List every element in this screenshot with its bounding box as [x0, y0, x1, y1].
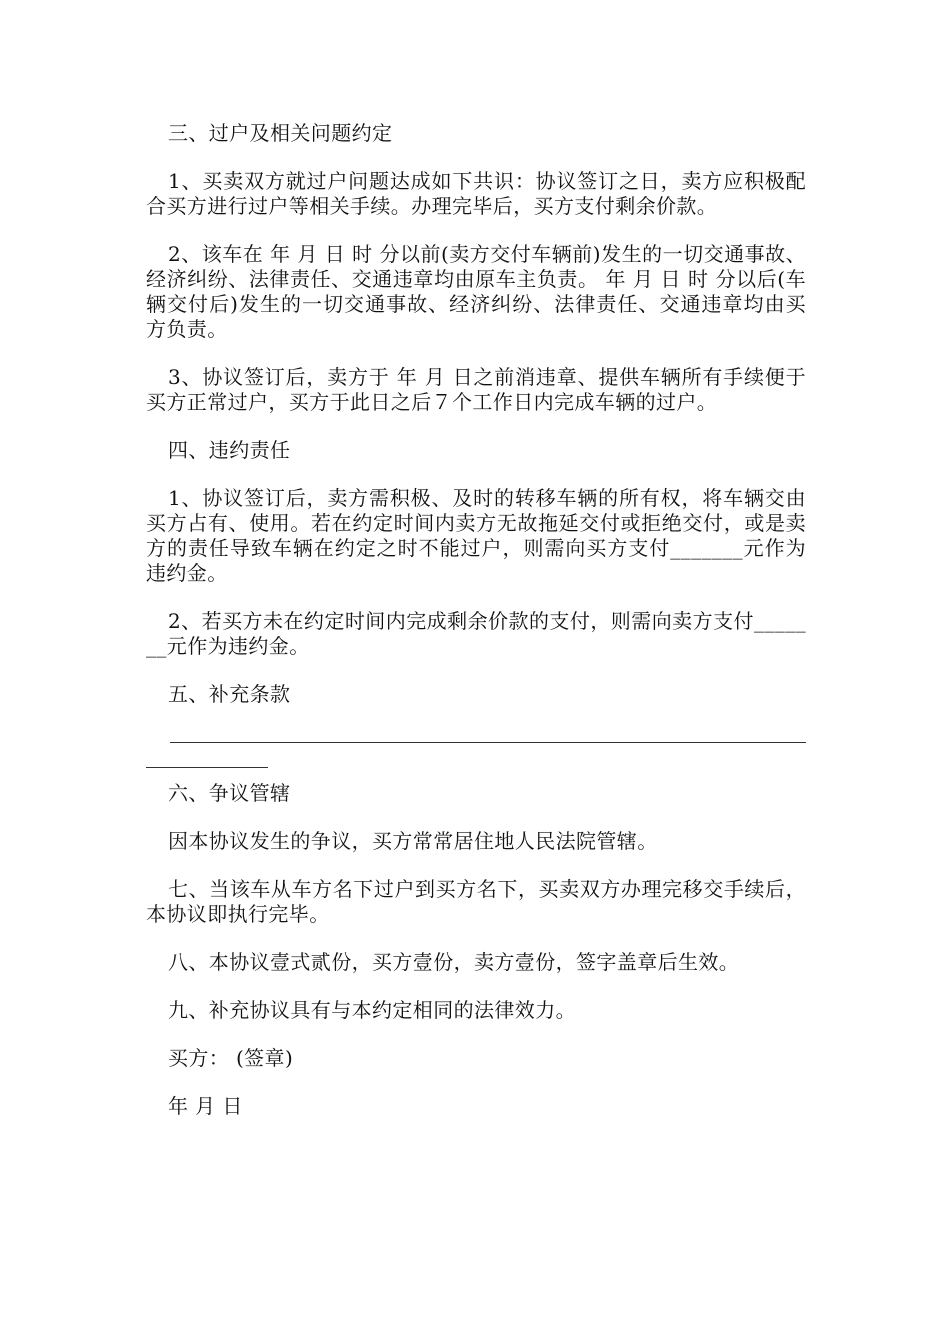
buyer-signature-line: 买方： (签章): [168, 1046, 294, 1070]
clause-transfer-1: 1、买卖双方就过户问题达成如下共识：协议签订之日，卖方应积极配合买方进行过户等相关手续。办理完毕后，买方支付剩余价款。: [146, 169, 806, 218]
clause-completion: 七、当该车从车方名下过户到买方名下，买卖双方办理完移交手续后，本协议即执行完毕。: [146, 877, 806, 926]
clause-breach-2: 2、若买方未在约定时间内完成剩余价款的支付，则需向卖方支付_______元作为违约金。: [146, 609, 806, 658]
supplement-blank-line: [146, 707, 806, 767]
date-line: 年 月 日: [168, 1094, 243, 1118]
clause-transfer-2: 2、该车在 年 月 日 时 分以前(卖方交付车辆前)发生的一切交通事故、经济纠纷、法律责任、交通违章均由原车主负责。 年 月 日 时 分以后(车辆交付后)发生的一切交通事故、经济纠纷、法律责任、交通违章均由买方负责。: [146, 242, 806, 341]
blank-underline-continued: [146, 767, 268, 768]
clause-transfer-3: 3、协议签订后，卖方于 年 月 日之前消违章、提供车辆所有手续便于买方正常过户，买方于此日之后７个工作日内完成车辆的过户。: [146, 365, 806, 414]
section-heading-supplement: 五、补充条款: [168, 682, 291, 706]
clause-copies: 八、本协议壹式贰份，买方壹份，卖方壹份，签字盖章后生效。: [168, 950, 740, 974]
section-heading-transfer: 三、过户及相关问题约定: [168, 121, 393, 145]
clause-jurisdiction: 因本协议发生的争议，买方常常居住地人民法院管辖。: [168, 829, 658, 853]
section-heading-breach: 四、违约责任: [168, 438, 291, 462]
clause-breach-1: 1、协议签订后，卖方需积极、及时的转移车辆的所有权，将车辆交由买方占有、使用。若在约定时间内卖方无故拖延交付或拒绝交付，或是卖方的责任导致车辆在约定之时不能过户，则需向买方支付_______元作为违约金。: [146, 486, 806, 585]
section-heading-jurisdiction: 六、争议管辖: [168, 781, 291, 805]
clause-supplement-validity: 九、补充协议具有与本约定相同的法律效力。: [168, 998, 576, 1022]
document-body: [146, 121, 806, 1142]
blank-underline: [170, 742, 806, 743]
